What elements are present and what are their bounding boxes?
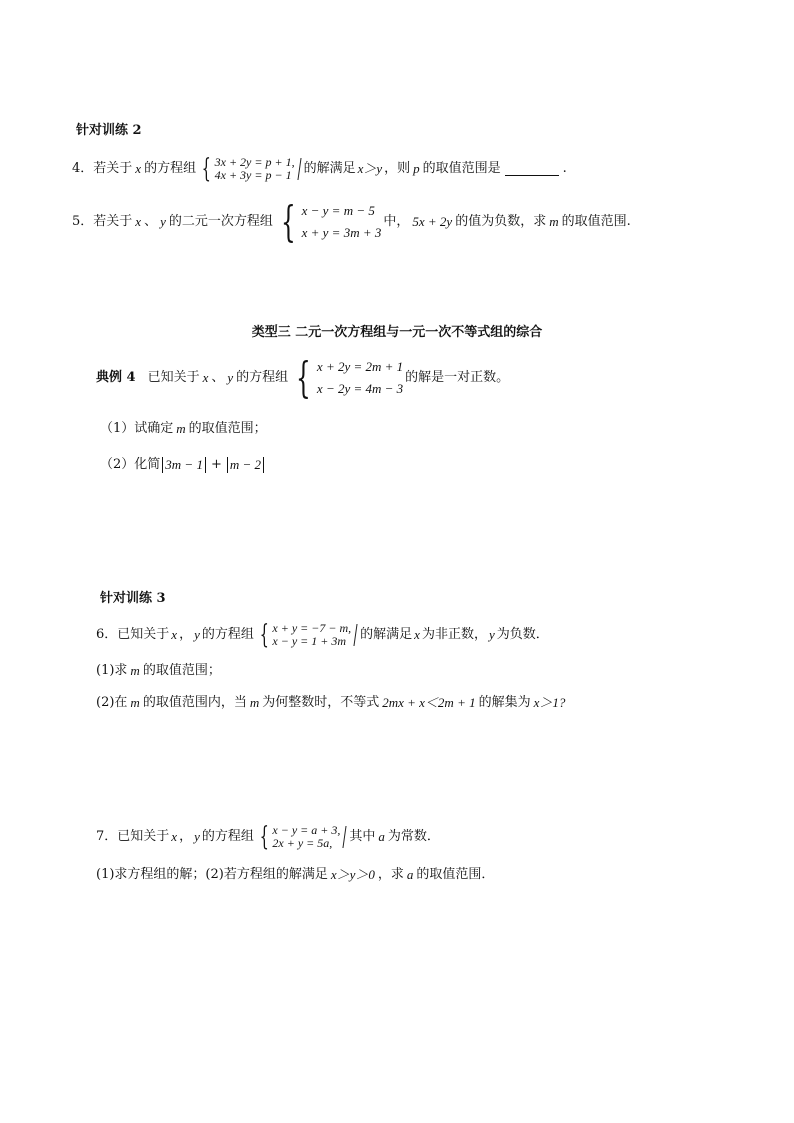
q6-part1-var: m (130, 663, 140, 678)
q7-mid: 的方程组 (201, 829, 254, 844)
q4-equation-system (198, 156, 302, 182)
ex4-mid: 的方程组 (236, 370, 289, 385)
q5-prefix: 5．若关于 (72, 214, 133, 229)
q7-condition: x＞y＞0 (330, 867, 375, 882)
q6-cond1: 为非正数， (421, 627, 487, 642)
q7-eq1: x − y = a + 3, (272, 823, 341, 837)
q6-var-y2: y (488, 627, 495, 642)
q6-part2-d: 的解集为 (478, 695, 531, 710)
q4-cond-tail: ，则 (384, 161, 411, 176)
q6-after: 的解满足 (360, 627, 413, 642)
example-4-part-2 (100, 456, 266, 474)
q6-part2-var2: m (249, 695, 260, 710)
q7-var-y: y (194, 829, 200, 844)
ex4-part1-var: m (176, 421, 186, 436)
abs-bar-icon (162, 457, 163, 473)
q7-var-x: x (171, 829, 178, 844)
ex4-tail: 的解是一对正数。 (405, 370, 510, 385)
question-6-part-2 (96, 694, 568, 712)
q6-equation-system (256, 622, 358, 648)
q7-tail: 为常数． (387, 829, 440, 844)
q5-mid: 的二元一次方程组 (168, 214, 273, 229)
q4-eq1: 3x + 2y = p + 1, (214, 155, 295, 169)
q7-part-c: 的取值范围． (416, 867, 495, 882)
q6-part2-c: 为何整数时，不等式 (262, 695, 380, 710)
q4-eq2: 4x + 3y = p − 1 (214, 168, 292, 182)
q6-var-x: x (171, 627, 178, 642)
right-bar-icon (354, 624, 358, 646)
q6-cond2: 为负数． (496, 627, 549, 642)
q7-var-a: a (378, 829, 385, 844)
q7-part-b: ，求 (377, 867, 404, 882)
q4-tail: 的取值范围是 (422, 161, 501, 176)
ex4-abs2: m − 2 (229, 457, 262, 472)
question-6 (96, 618, 549, 652)
q6-mid: 的方程组 (201, 627, 254, 642)
q7-eq2: 2x + y = 5a, (272, 836, 333, 850)
ex4-sep: 、 (211, 370, 225, 385)
q4-mid: 的方程组 (144, 161, 197, 176)
q4-condition: x＞y (357, 161, 383, 176)
ex4-part1-prefix: （1）试确定 (100, 421, 174, 436)
question-5 (72, 197, 631, 246)
section-title-practice-2: 针对训练 2 (76, 123, 142, 138)
q5-eq1: x − y = m − 5 (301, 203, 375, 218)
q5-tail: 的值为负数，求 (455, 214, 547, 229)
q5-eq2: x + y = 3m + 3 (301, 225, 382, 240)
q6-part1-tail: 的取值范围； (142, 663, 221, 678)
ex4-var-x: x (202, 370, 209, 385)
q5-var-m: m (549, 214, 559, 229)
section-title-type-3: 类型三 二元一次方程组与一元一次不等式组的综合 (251, 325, 543, 340)
abs-bar-icon (227, 457, 228, 473)
q7-equation-system (256, 824, 348, 850)
question-6-part-1 (96, 662, 221, 680)
question-7-parts (96, 866, 494, 884)
ex4-abs1: 3m − 1 (165, 457, 203, 472)
left-brace-icon: { (296, 353, 311, 402)
q6-part1-prefix: (1)求 (96, 663, 128, 678)
right-bar-icon (297, 158, 301, 180)
ex4-part2-prefix: （2）化简 (100, 457, 161, 472)
section-title-practice-3: 针对训练 3 (100, 591, 166, 606)
ex4-equation-system (290, 353, 404, 402)
q6-sep: ， (179, 627, 193, 642)
ex4-part1-tail: 的取值范围； (188, 421, 267, 436)
left-brace-icon: { (259, 822, 269, 852)
ex4-prefix: 已知关于 (147, 370, 200, 385)
q5-end: 的取值范围. (561, 214, 631, 229)
q5-after: 中， (383, 214, 410, 229)
q5-equation-system (275, 197, 382, 246)
q4-end: . (562, 161, 567, 176)
abs-bar-icon (205, 457, 206, 473)
q5-sep: 、 (144, 214, 158, 229)
q5-var-y: y (160, 214, 166, 229)
abs-bar-icon (263, 457, 264, 473)
q5-var-x: x (135, 214, 142, 229)
q7-var-a2: a (406, 867, 414, 882)
q6-prefix: 6．已知关于 (96, 627, 170, 642)
ex4-plus: + (210, 457, 222, 472)
ex4-eq2: x − 2y = 4m − 3 (316, 381, 404, 396)
q6-solution: x＞1? (533, 695, 566, 710)
q6-var-x2: x (414, 627, 420, 642)
q4-var-x: x (135, 161, 142, 176)
q6-part2-var: m (130, 695, 140, 710)
q6-part2-b: 的取值范围内，当 (142, 695, 247, 710)
q6-eq1: x + y = −7 − m, (272, 621, 352, 635)
ex4-var-y: y (227, 370, 234, 385)
q4-var-p: p (413, 161, 420, 176)
left-brace-icon: { (259, 620, 269, 650)
answer-blank[interactable] (505, 163, 559, 176)
q7-prefix: 7．已知关于 (96, 829, 170, 844)
example-4 (96, 353, 510, 402)
question-7 (96, 820, 440, 854)
left-brace-icon: { (280, 197, 296, 246)
q7-sep: ， (179, 829, 193, 844)
question-4 (72, 152, 567, 186)
right-bar-icon (343, 826, 347, 848)
q6-eq2: x − y = 1 + 3m (272, 634, 347, 648)
left-brace-icon: { (201, 154, 211, 184)
ex4-eq1: x + 2y = 2m + 1 (316, 359, 404, 374)
example-4-part-1 (100, 420, 267, 438)
q7-part-a: (1)求方程组的解；(2)若方程组的解满足 (96, 867, 328, 882)
q7-after: 其中 (349, 829, 376, 844)
q6-part2-a: (2)在 (96, 695, 128, 710)
q5-expr: 5x + 2y (412, 214, 453, 229)
q6-inequality: 2mx + x＜2m + 1 (382, 695, 476, 710)
example-4-label: 典例 4 (96, 370, 136, 385)
q4-after: 的解满足 (303, 161, 356, 176)
q6-var-y: y (194, 627, 200, 642)
q4-prefix: 4．若关于 (72, 161, 133, 176)
